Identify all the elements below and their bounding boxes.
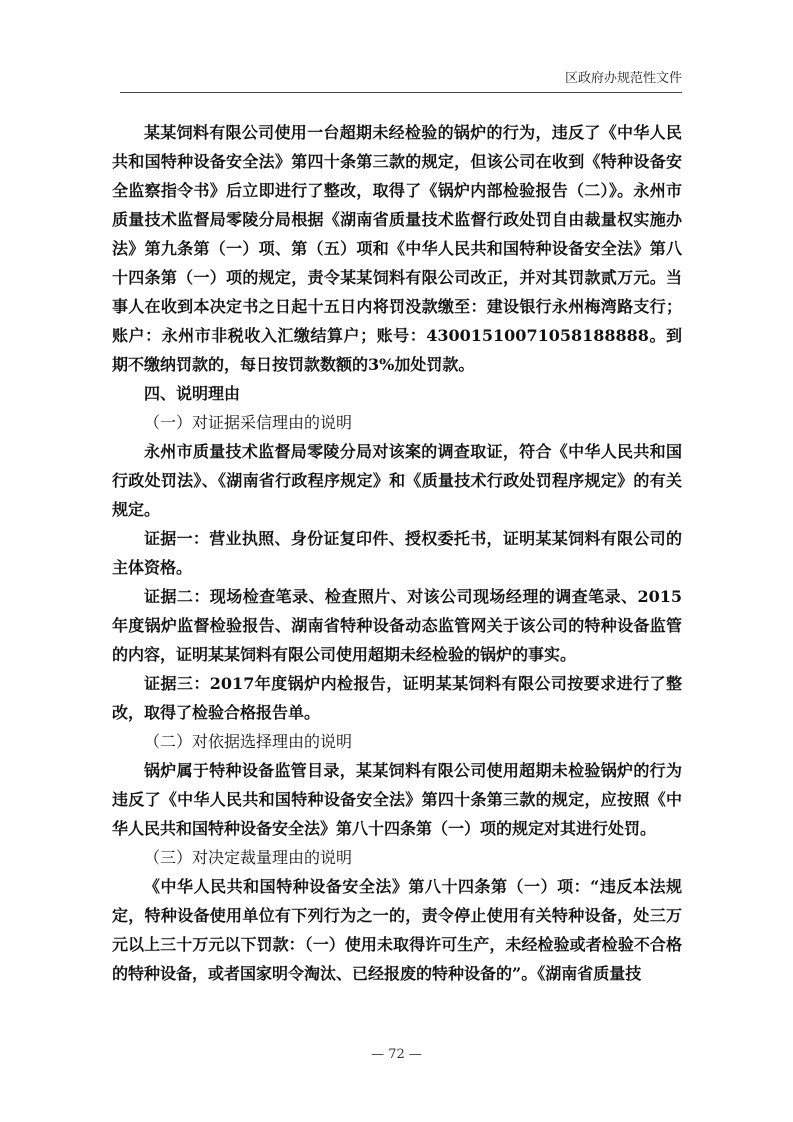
page-header: 区政府办规范性文件 (120, 66, 682, 93)
document-body (112, 118, 682, 988)
page-number: — 72 — (371, 1047, 422, 1062)
body-paragraph: 证据二：现场检查笔录、检查照片、对该公司现场经理的调查笔录、2015年度锅炉监督检验报告、湖南省特种设备动态监管网关于该公司的特种设备监管的内容，证明某某饲料有限公司使用超期未经检验的锅炉的事实。 (112, 587, 682, 664)
body-paragraph: 证据三：2017年度锅炉内检报告，证明某某饲料有限公司按要求进行了整改，取得了检验合格报告单。 (112, 674, 682, 722)
body-paragraph: 锅炉属于特种设备监管目录，某某饲料有限公司使用超期未检验锅炉的行为违反了《中华人民共和国特种设备安全法》第四十条第三款的规定，应按照《中华人民共和国特种设备安全法》第八十四条第（一）项的规定对其进行处罚。 (112, 761, 682, 838)
body-paragraph: 《中华人民共和国特种设备安全法》第八十四条第（一）项：“违反本法规定，特种设备使用单位有下列行为之一的，责令停止使用有关特种设备，处三万元以上三十万元以下罚款：（一）使用未取得许可生产，未经检验或者检验不合格的特种设备，或者国家明令淘汰、已经报废的特种设备的”。《湖南省质量技 (112, 877, 682, 983)
body-paragraph: 某某饲料有限公司使用一台超期未经检验的锅炉的行为，违反了《中华人民共和国特种设备安全法》第四十条第三款的规定，但该公司在收到《特种设备安全监察指令书》后立即进行了整改，取得了《锅炉内部检验报告（二）》。永州市质量技术监督局零陵分局根据《湖南省质量技术监督行政处罚自由裁量权实施办法》第九条第（一）项、第（五）项和《中华人民共和国特种设备安全法》第八十四条第（一）项的规定，责令某某饲料有限公司改正，并对其罚款贰万元。当事人在收到本决定书之日起十五日内将罚没款缴至：建设银行永州梅湾路支行；账户：永州市非税收入汇缴结算户；账号：43001510071058188888。到期不缴纳罚款的，每日按罚款数额的3%加处罚款。 (112, 123, 682, 374)
section-heading: 四、说明理由 (144, 384, 241, 403)
subsection-heading: （二）对依据选择理由的说明 (144, 732, 353, 751)
subsection-heading: （三）对决定裁量理由的说明 (144, 848, 353, 867)
body-paragraph: 证据一：营业执照、身份证复印件、授权委托书，证明某某饲料有限公司的主体资格。 (112, 529, 682, 577)
body-paragraph: 永州市质量技术监督局零陵分局对该案的调查取证，符合《中华人民共和国行政处罚法》、《湖南省行政程序规定》和《质量技术行政处罚程序规定》的有关规定。 (112, 442, 682, 519)
subsection-heading: （一）对证据采信理由的说明 (144, 413, 353, 432)
